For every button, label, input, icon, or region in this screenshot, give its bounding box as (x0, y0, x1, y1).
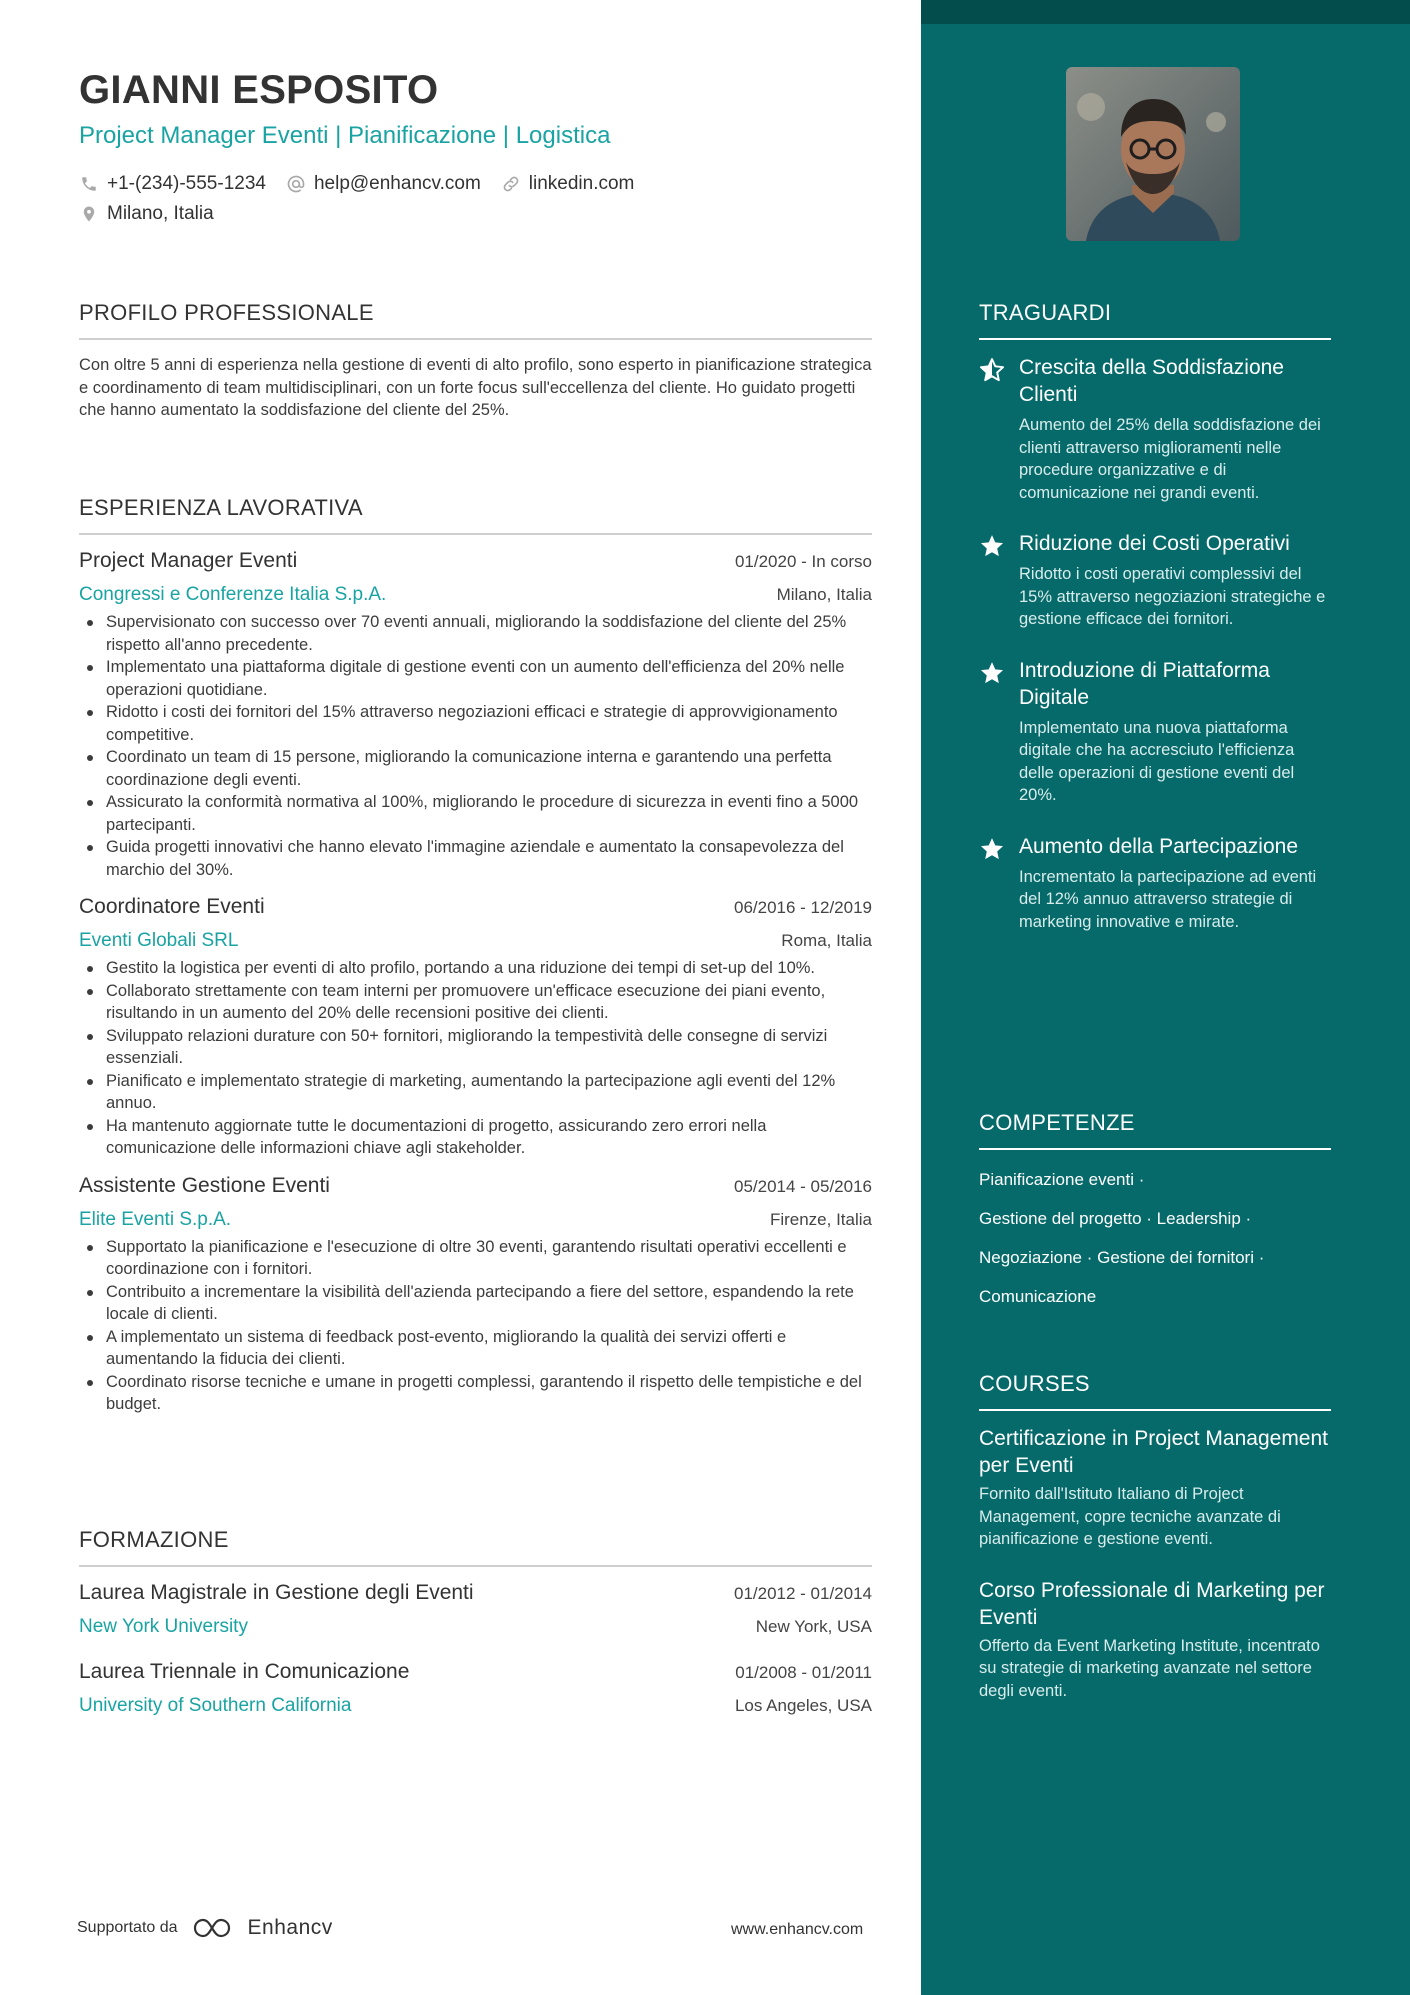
job-location: Firenze, Italia (769, 1209, 872, 1229)
website-link[interactable]: www.enhancv.com (731, 1921, 864, 1938)
star-half-icon (979, 354, 1019, 504)
bullet-item: Gestito la logistica per eventi di alto profilo, portando a una riduzione dei tempi di set-up del 10%. (79, 957, 872, 980)
job-bullets (79, 957, 872, 1160)
course-title: Certificazione in Project Management per Eventi (979, 1427, 1329, 1477)
bullet-item: Sviluppato relazioni durature con 50+ fornitori, migliorando la tempestività delle consegne di servizi essenziali. (79, 1025, 872, 1070)
link-icon (501, 174, 521, 194)
star-icon (979, 833, 1019, 934)
job-date: 05/2014 - 05/2016 (733, 1176, 872, 1196)
profile-section (79, 300, 872, 422)
candidate-name: GIANNI ESPOSITO (79, 68, 439, 112)
job-entry (79, 549, 872, 881)
education-date: 01/2012 - 01/2014 (733, 1584, 872, 1603)
enhancv-logo-icon (192, 1916, 238, 1940)
job-title: Coordinatore Eventi (79, 895, 265, 918)
job-bullets (79, 611, 872, 881)
job-date: 01/2020 - In corso (734, 552, 872, 571)
email-text: help@enhancv.com (313, 173, 481, 194)
achievement-item (979, 354, 1331, 504)
company-name: Congressi e Conferenze Italia S.p.A. (79, 584, 387, 605)
star-icon (979, 657, 1019, 807)
bullet-item: Implementato una piattaforma digitale di gestione eventi con un aumento dell'efficienza del 20% nelle operazioni quotidiane. (79, 656, 872, 701)
bullet-item: Guida progetti innovativi che hanno elevato l'immagine aziendale e aumentato la consapevolezza del marchio del 30%. (79, 836, 872, 881)
location-text: Milano, Italia (107, 203, 214, 224)
bullet-item: Supportato la pianificazione e l'esecuzione di oltre 30 eventi, garantendo risultati operativi eccellenti e coordinazione con i fornitori. (79, 1236, 872, 1281)
phone-icon (79, 174, 99, 194)
achievement-item (979, 530, 1331, 631)
achievement-item (979, 657, 1331, 807)
section-title: TRAGUARDI (979, 300, 1331, 340)
skills-line: Gestione del progetto · Leadership · (979, 1209, 1252, 1228)
bullet-item: Ridotto i costi dei fornitori del 15% attraverso negoziazioni efficaci e strategie di approvvigionamento competitive. (79, 701, 872, 746)
education-section (79, 1527, 872, 1717)
course-desc: Fornito dall'Istituto Italiano di Project Management, copre tecniche avanzate di pianificazione e gestione eventi. (979, 1485, 1281, 1548)
course-item (979, 1425, 1331, 1551)
skills-section (979, 1110, 1331, 1316)
headline: Project Manager Eventi | Pianificazione | Logistica (79, 122, 611, 149)
school-name: New York University (79, 1616, 248, 1637)
experience-section (79, 495, 872, 1416)
skills-line: Negoziazione · Gestione dei fornitori · (979, 1248, 1265, 1267)
course-desc: Offerto da Event Marketing Institute, incentrato su strategie di marketing avanzate nel settore degli eventi. (979, 1636, 1320, 1700)
enhancv-brand: Enhancv (247, 1916, 333, 1939)
skills-line: Comunicazione (979, 1287, 1097, 1306)
achievement-desc: Incrementato la partecipazione ad eventi del 12% annuo attraverso strategie di marketing innovative e mirate. (1019, 867, 1317, 931)
contact-info (79, 169, 654, 229)
sidebar (921, 0, 1410, 1995)
profile-photo (1066, 67, 1240, 241)
bullet-item: Collaborato strettamente con team interni per promuovere un'efficace esecuzione dei piani evento, risultando in un aumento del 20% delle recensioni positive dei clienti. (79, 980, 872, 1025)
school-name: University of Southern California (79, 1695, 352, 1716)
education-entry (79, 1660, 872, 1717)
achievement-desc: Implementato una nuova piattaforma digitale che ha accresciuto l'efficienza delle operazioni di gestione eventi del 20%. (1019, 718, 1295, 804)
school-location: Los Angeles, USA (734, 1696, 872, 1715)
degree-title: Laurea Magistrale in Gestione degli Eventi (79, 1581, 474, 1604)
at-icon (286, 174, 306, 194)
school-location: New York, USA (755, 1617, 872, 1636)
bullet-item: Pianificato e implementato strategie di marketing, aumentando la partecipazione agli eventi del 12% annuo. (79, 1070, 872, 1115)
bullet-item: Supervisionato con successo over 70 eventi annuali, migliorando la soddisfazione del cliente del 25% rispetto all'anno precedente. (79, 611, 872, 656)
course-item (979, 1577, 1331, 1703)
job-entry (79, 1174, 872, 1416)
degree-title: Laurea Triennale in Comunicazione (79, 1660, 410, 1683)
section-title: PROFILO PROFESSIONALE (79, 300, 872, 340)
achievement-title: Introduzione di Piattaforma Digitale (1019, 658, 1270, 709)
bullet-item: Ha mantenuto aggiornate tutte le documentazioni di progetto, assicurando zero errori nella comunicazione delle informazioni chiave agli stakeholder. (79, 1115, 872, 1160)
map-pin-icon (79, 204, 99, 224)
job-entry (79, 895, 872, 1160)
bullet-item: Contribuito a incrementare la visibilità dell'azienda partecipando a fiere del settore, espandendo la rete locale di clienti. (79, 1281, 872, 1326)
education-entry (79, 1581, 872, 1638)
course-title: Corso Professionale di Marketing per Eventi (979, 1578, 1325, 1629)
location-contact (79, 203, 214, 225)
bullet-item: A implementato un sistema di feedback post-evento, migliorando la qualità dei servizi offerti e aumentando la fiducia dei clienti. (79, 1326, 872, 1371)
bullet-item: Coordinato un team di 15 persone, migliorando la comunicazione interna e garantendo una perfetta coordinazione degli eventi. (79, 746, 872, 791)
linkedin-text: linkedin.com (528, 173, 635, 194)
achievement-desc: Ridotto i costi operativi complessivi del 15% attraverso negoziazioni strategiche e gestione efficace dei fornitori. (1019, 565, 1326, 628)
powered-by (77, 1916, 333, 1940)
achievements-section (979, 300, 1331, 933)
achievement-title: Riduzione dei Costi Operativi (1019, 532, 1290, 555)
sidebar-top-band (921, 0, 1410, 24)
job-title: Assistente Gestione Eventi (79, 1173, 330, 1197)
bullet-item: Assicurato la conformità normativa al 100%, migliorando le procedure di sicurezza in eventi fino a 5000 partecipanti. (79, 791, 872, 836)
phone-contact (79, 173, 266, 195)
section-title: FORMAZIONE (79, 1527, 872, 1567)
courses-section (979, 1371, 1331, 1702)
phone-text: +1-(234)-555-1234 (107, 173, 266, 194)
job-date: 06/2016 - 12/2019 (733, 898, 872, 917)
company-name: Elite Eventi S.p.A. (79, 1208, 232, 1230)
email-contact[interactable] (286, 173, 481, 195)
achievement-title: Crescita della Soddisfazione Clienti (1019, 356, 1284, 406)
job-location: Roma, Italia (781, 931, 872, 950)
education-date: 01/2008 - 01/2011 (735, 1663, 872, 1682)
job-title: Project Manager Eventi (79, 549, 298, 572)
achievement-desc: Aumento del 25% della soddisfazione dei clienti attraverso miglioramenti nelle procedure organizzative e di comunicazione nei grandi eventi. (1019, 416, 1321, 502)
achievement-item (979, 833, 1331, 934)
section-title: COURSES (979, 1371, 1331, 1411)
powered-by-text: Supportato da (77, 1919, 178, 1936)
section-title: COMPETENZE (979, 1110, 1331, 1150)
section-title: ESPERIENZA LAVORATIVA (79, 495, 872, 535)
achievement-title: Aumento della Partecipazione (1019, 834, 1299, 858)
skills-list (979, 1160, 1331, 1316)
profile-summary: Con oltre 5 anni di esperienza nella gestione di eventi di alto profilo, sono esperto in pianificazione strategica e coordinamento di team multidisciplinari, con un forte focus sull'eccellenza del cliente. Ho guidato progetti che hanno aumentato la soddisfazione del cliente del 25%. (79, 356, 872, 419)
company-name: Eventi Globali SRL (79, 930, 239, 951)
job-location: Milano, Italia (776, 585, 872, 604)
job-bullets (79, 1236, 872, 1416)
linkedin-contact[interactable] (501, 173, 635, 195)
star-icon (979, 530, 1019, 631)
skills-line: Pianificazione eventi · (979, 1170, 1145, 1189)
bullet-item: Coordinato risorse tecniche e umane in progetti complessi, garantendo il rispetto delle tempistiche e del budget. (79, 1371, 872, 1416)
